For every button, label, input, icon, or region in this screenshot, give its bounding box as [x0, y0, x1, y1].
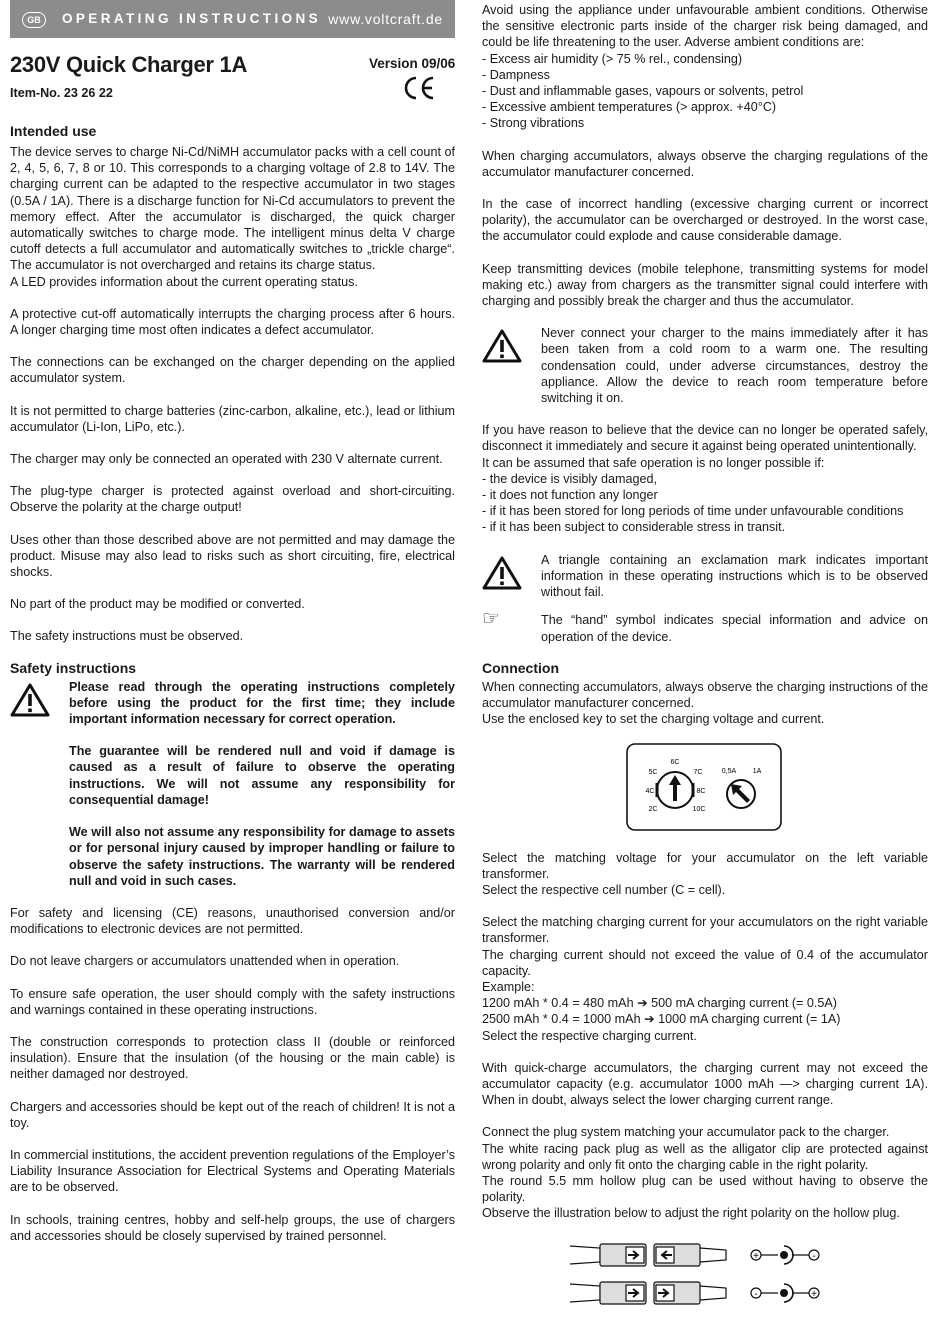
- connection-paragraph: With quick-charge accumulators, the charging current may not exceed the accumulator capacity (e.g. accumulator 1000 mAh —> charging current 1A). When in doubt, always select the lower charging current range.: [482, 1060, 928, 1108]
- safety-paragraph: The construction corresponds to protection class II (double or reinforced insulation). Ensure that the insulation (of the housing or the main cable) is neither damaged nor destroyed.: [10, 1034, 455, 1082]
- connection-paragraph: Select the matching voltage for your accumulator on the left variable transformer.: [482, 850, 928, 881]
- intended-use-paragraph: A protective cut-off automatically interrupts the charging process after 6 hours. A longer charging time most often indicates a defect accumulator.: [10, 306, 455, 338]
- item-number: Item-No. 23 26 22: [10, 86, 113, 100]
- connection-paragraph: The charging current should not exceed the value of 0.4 of the accumulator capacity.: [482, 947, 928, 978]
- connection-paragraph: Use the enclosed key to set the charging voltage and current.: [482, 712, 825, 727]
- polarity-symbol-bottom: [751, 1284, 819, 1302]
- connection-paragraph: Connect the plug system matching your accumulator pack to the charger.: [482, 1125, 890, 1140]
- example-calc: 2500 mAh * 0.4 = 1000 mAh: [482, 1012, 641, 1027]
- product-title: 230V Quick Charger 1A: [10, 52, 248, 77]
- list-item: - if it has been stored for long periods of time under unfavourable conditions: [482, 504, 904, 519]
- connection-paragraph: The white racing pack plug as well as the alligator clip are protected against wrong polarity and only fit onto the charging cable in the right polarity.: [482, 1141, 928, 1172]
- list-item: - Dampness: [482, 67, 550, 82]
- intended-use-paragraph: No part of the product may be modified or converted.: [10, 597, 305, 612]
- warning-triangle-icon: [10, 683, 50, 717]
- dial-label: 5C: [648, 769, 658, 777]
- transmitting-devices-paragraph: Keep transmitting devices (mobile telephone, transmitting systems for model making etc.) away from chargers as the transmitter signal could interfere with charging and possibly break the charger and thus the accumulator.: [482, 261, 928, 309]
- arrow-icon: ➔: [644, 1011, 655, 1027]
- header-bar: [10, 0, 455, 38]
- intended-use-paragraph: The device serves to charge Ni-Cd/NiMH accumulator packs with a cell count of 2, 4, 5, 6, 7, 8 or 10. This corresponds to a charging voltage of 2.8 to 14V. The charging current can be adapted to the respective accumulator in two stages (0.5A / 1A). There is a discharge function for Ni-Cd accumulators to prevent the memory effect. After the accumulator is discharged, the quick charger automatically switches to charge mode. The intelligent minus delta V charge cutoff detects a full accumulator and automatically switches to „trickle charge“. The accumulator is not overcharged and retains its charge status.: [10, 145, 455, 273]
- dial-label: 2C: [648, 806, 658, 814]
- safety-paragraph: To ensure safe operation, the user should comply with the safety instructions and warnings contained in these operating instructions.: [10, 986, 455, 1017]
- list-item: - Excessive ambient temperatures (> approx. +40°C): [482, 100, 777, 115]
- connection-paragraph: When connecting accumulators, always observe the charging instructions of the accumulator manufacturer concerned.: [482, 679, 928, 710]
- safety-paragraph: Chargers and accessories should be kept out of the reach of children! It is not a toy.: [10, 1099, 455, 1130]
- pointing-hand-icon: ☞: [482, 606, 500, 631]
- intended-use-paragraph: The plug-type charger is protected against overload and short-circuiting. Observe the polarity at the charge output!: [10, 484, 455, 515]
- safety-warning: We will also not assume any responsibility for damage to assets or for personal injury caused by improper handling or failure to observe the safety instructions. The warranty will be rendered null and void in such cases.: [69, 825, 455, 888]
- adverse-conditions-intro: Avoid using the appliance under unfavourable ambient conditions. Otherwise the sensitive electronic parts inside of the charger risk being damaged, and could be life threatening to the user. Adverse ambient conditions are:: [482, 3, 928, 50]
- connection-paragraph: Example:: [482, 979, 535, 994]
- intended-use-heading: Intended use: [10, 123, 97, 139]
- dial-label: 7C: [693, 769, 703, 777]
- safety-heading: Safety instructions: [10, 659, 137, 676]
- list-item: - Excess air humidity (> 75 % rel., condensing): [482, 51, 743, 66]
- list-item: - the device is visibly damaged,: [482, 471, 657, 486]
- intended-use-paragraph: The safety instructions must be observed.: [10, 629, 244, 644]
- list-item: - it does not function any longer: [482, 488, 658, 503]
- intended-use-paragraph: The charger may only be connected an operated with 230 V alternate current.: [10, 452, 443, 467]
- triangle-legend: [482, 552, 928, 601]
- unsafe-conditions-list: [482, 471, 928, 536]
- polarity-sign: +: [753, 1250, 759, 1262]
- incorrect-handling-paragraph: In the case of incorrect handling (excessive charging current or incorrect polarity), the accumulator can be overcharged or destroyed. In the worst case, the accumulator could explode and cause considerable damage.: [482, 197, 928, 244]
- warning-triangle-icon: [482, 556, 522, 590]
- hollow-plug-polarity-diagram: [570, 1238, 870, 1310]
- header-url[interactable]: www.voltcraft.de: [328, 11, 443, 27]
- dial-label: 8C: [696, 788, 706, 796]
- right-column: [482, 2, 928, 1310]
- example-result: 500 mA charging current (= 0.5A): [651, 996, 837, 1011]
- intended-use-paragraph: A LED provides information about the current operating status.: [10, 274, 358, 289]
- warning-triangle-icon: [482, 329, 522, 363]
- connection-paragraph: The round 5.5 mm hollow plug can be used without having to observe the polarity.: [482, 1173, 928, 1205]
- safety-warning: The guarantee will be rendered null and void if damage is caused as a result of failure to observe the operating instructions. We will not assume any responsibility for consequential damage!: [69, 744, 455, 807]
- triangle-legend-text: A triangle containing an exclamation mark indicates important information in these operating instructions which is to be observed without fail.: [541, 552, 928, 600]
- safety-paragraph: In schools, training centres, hobby and self-help groups, the use of chargers and accessories should be closely supervised by trained personnel.: [10, 1212, 455, 1243]
- connection-heading: Connection: [482, 659, 559, 676]
- intended-use-paragraph: Uses other than those described above are not permitted and may damage the product. Misuse may also lead to risks such as short circuiting, fire, electrical shocks.: [10, 532, 455, 580]
- connection-paragraph: Select the respective charging current.: [482, 1028, 697, 1043]
- ce-mark-icon: [400, 74, 436, 102]
- intended-use-paragraph: The connections can be exchanged on the charger depending on the applied accumulator system.: [10, 355, 455, 386]
- condensation-warning: Never connect your charger to the mains immediately after it has been taken from a cold room to a warm one. The resulting condensation could, under adverse circumstances, destroy the appliance. Allow the device to reach room temperature before switching it on.: [541, 326, 928, 406]
- example-line: [482, 995, 928, 1011]
- safety-warning: Please read through the operating instructions completely before using the product for the first time; they include important information necessary for correct operation.: [69, 679, 455, 727]
- plug-illustration: [570, 1244, 726, 1304]
- list-item: - Dust and inflammable gases, vapours or solvents, petrol: [482, 84, 804, 99]
- safety-paragraph: For safety and licensing (CE) reasons, unauthorised conversion and/or modifications to electronic devices are not permitted.: [10, 905, 455, 937]
- dial-label: 0,5A: [721, 768, 737, 776]
- country-badge: GB: [22, 12, 46, 28]
- polarity-sign: +: [811, 1288, 817, 1300]
- connection-paragraph: Select the matching charging current for your accumulators on the right variable transformer.: [482, 915, 928, 946]
- adverse-conditions-list: [482, 51, 928, 132]
- header-title: OPERATING INSTRUCTIONS: [62, 11, 322, 26]
- connection-paragraph: Select the respective cell number (C = cell).: [482, 882, 726, 897]
- list-item: - if it has been subject to considerable stress in transit.: [482, 520, 786, 535]
- dial-diagram: [626, 743, 782, 831]
- polarity-sign: -: [754, 1288, 758, 1300]
- dial-label: 6C: [670, 759, 680, 767]
- dial-label: 10C: [692, 806, 706, 814]
- regulations-paragraph: When charging accumulators, always observe the charging regulations of the accumulator manufacturer concerned.: [482, 148, 928, 179]
- connection-paragraph: Observe the illustration below to adjust the right polarity on the hollow plug.: [482, 1206, 900, 1221]
- polarity-symbol-top: [751, 1246, 819, 1264]
- unsafe-operation-paragraph: If you have reason to believe that the device can no longer be operated safely, disconnect it immediately and secure it against being operated unintentionally.: [482, 423, 928, 454]
- safety-paragraph: Do not leave chargers or accumulators unattended when in operation.: [10, 954, 400, 969]
- condensation-warning-block: [482, 325, 928, 406]
- unsafe-operation-paragraph: It can be assumed that safe operation is no longer possible if:: [482, 455, 825, 470]
- safety-warning-block: [10, 679, 455, 889]
- hand-legend: [482, 606, 928, 644]
- hand-legend-text: The “hand” symbol indicates special information and advice on operation of the device.: [541, 613, 928, 644]
- example-calc: 1200 mAh * 0.4 = 480 mAh: [482, 996, 634, 1011]
- left-column: [10, 122, 455, 1244]
- polarity-sign: -: [812, 1250, 816, 1262]
- version-label: Version 09/06: [369, 56, 456, 71]
- arrow-icon: ➔: [637, 995, 648, 1011]
- intended-use-paragraph: It is not permitted to charge batteries (zinc-carbon, alkaline, etc.), lead or lithium accumulator (Li-Ion, LiPo, etc.).: [10, 403, 455, 434]
- dial-label: 1A: [752, 768, 762, 776]
- dial-label: 4C: [645, 788, 655, 796]
- safety-paragraph: In commercial institutions, the accident prevention regulations of the Employer’s Liability Insurance Association for Electrical Systems and Operating Materials are to be observed.: [10, 1147, 455, 1195]
- list-item: - Strong vibrations: [482, 116, 585, 131]
- example-line: [482, 1011, 928, 1027]
- example-result: 1000 mA charging current (= 1A): [658, 1012, 841, 1027]
